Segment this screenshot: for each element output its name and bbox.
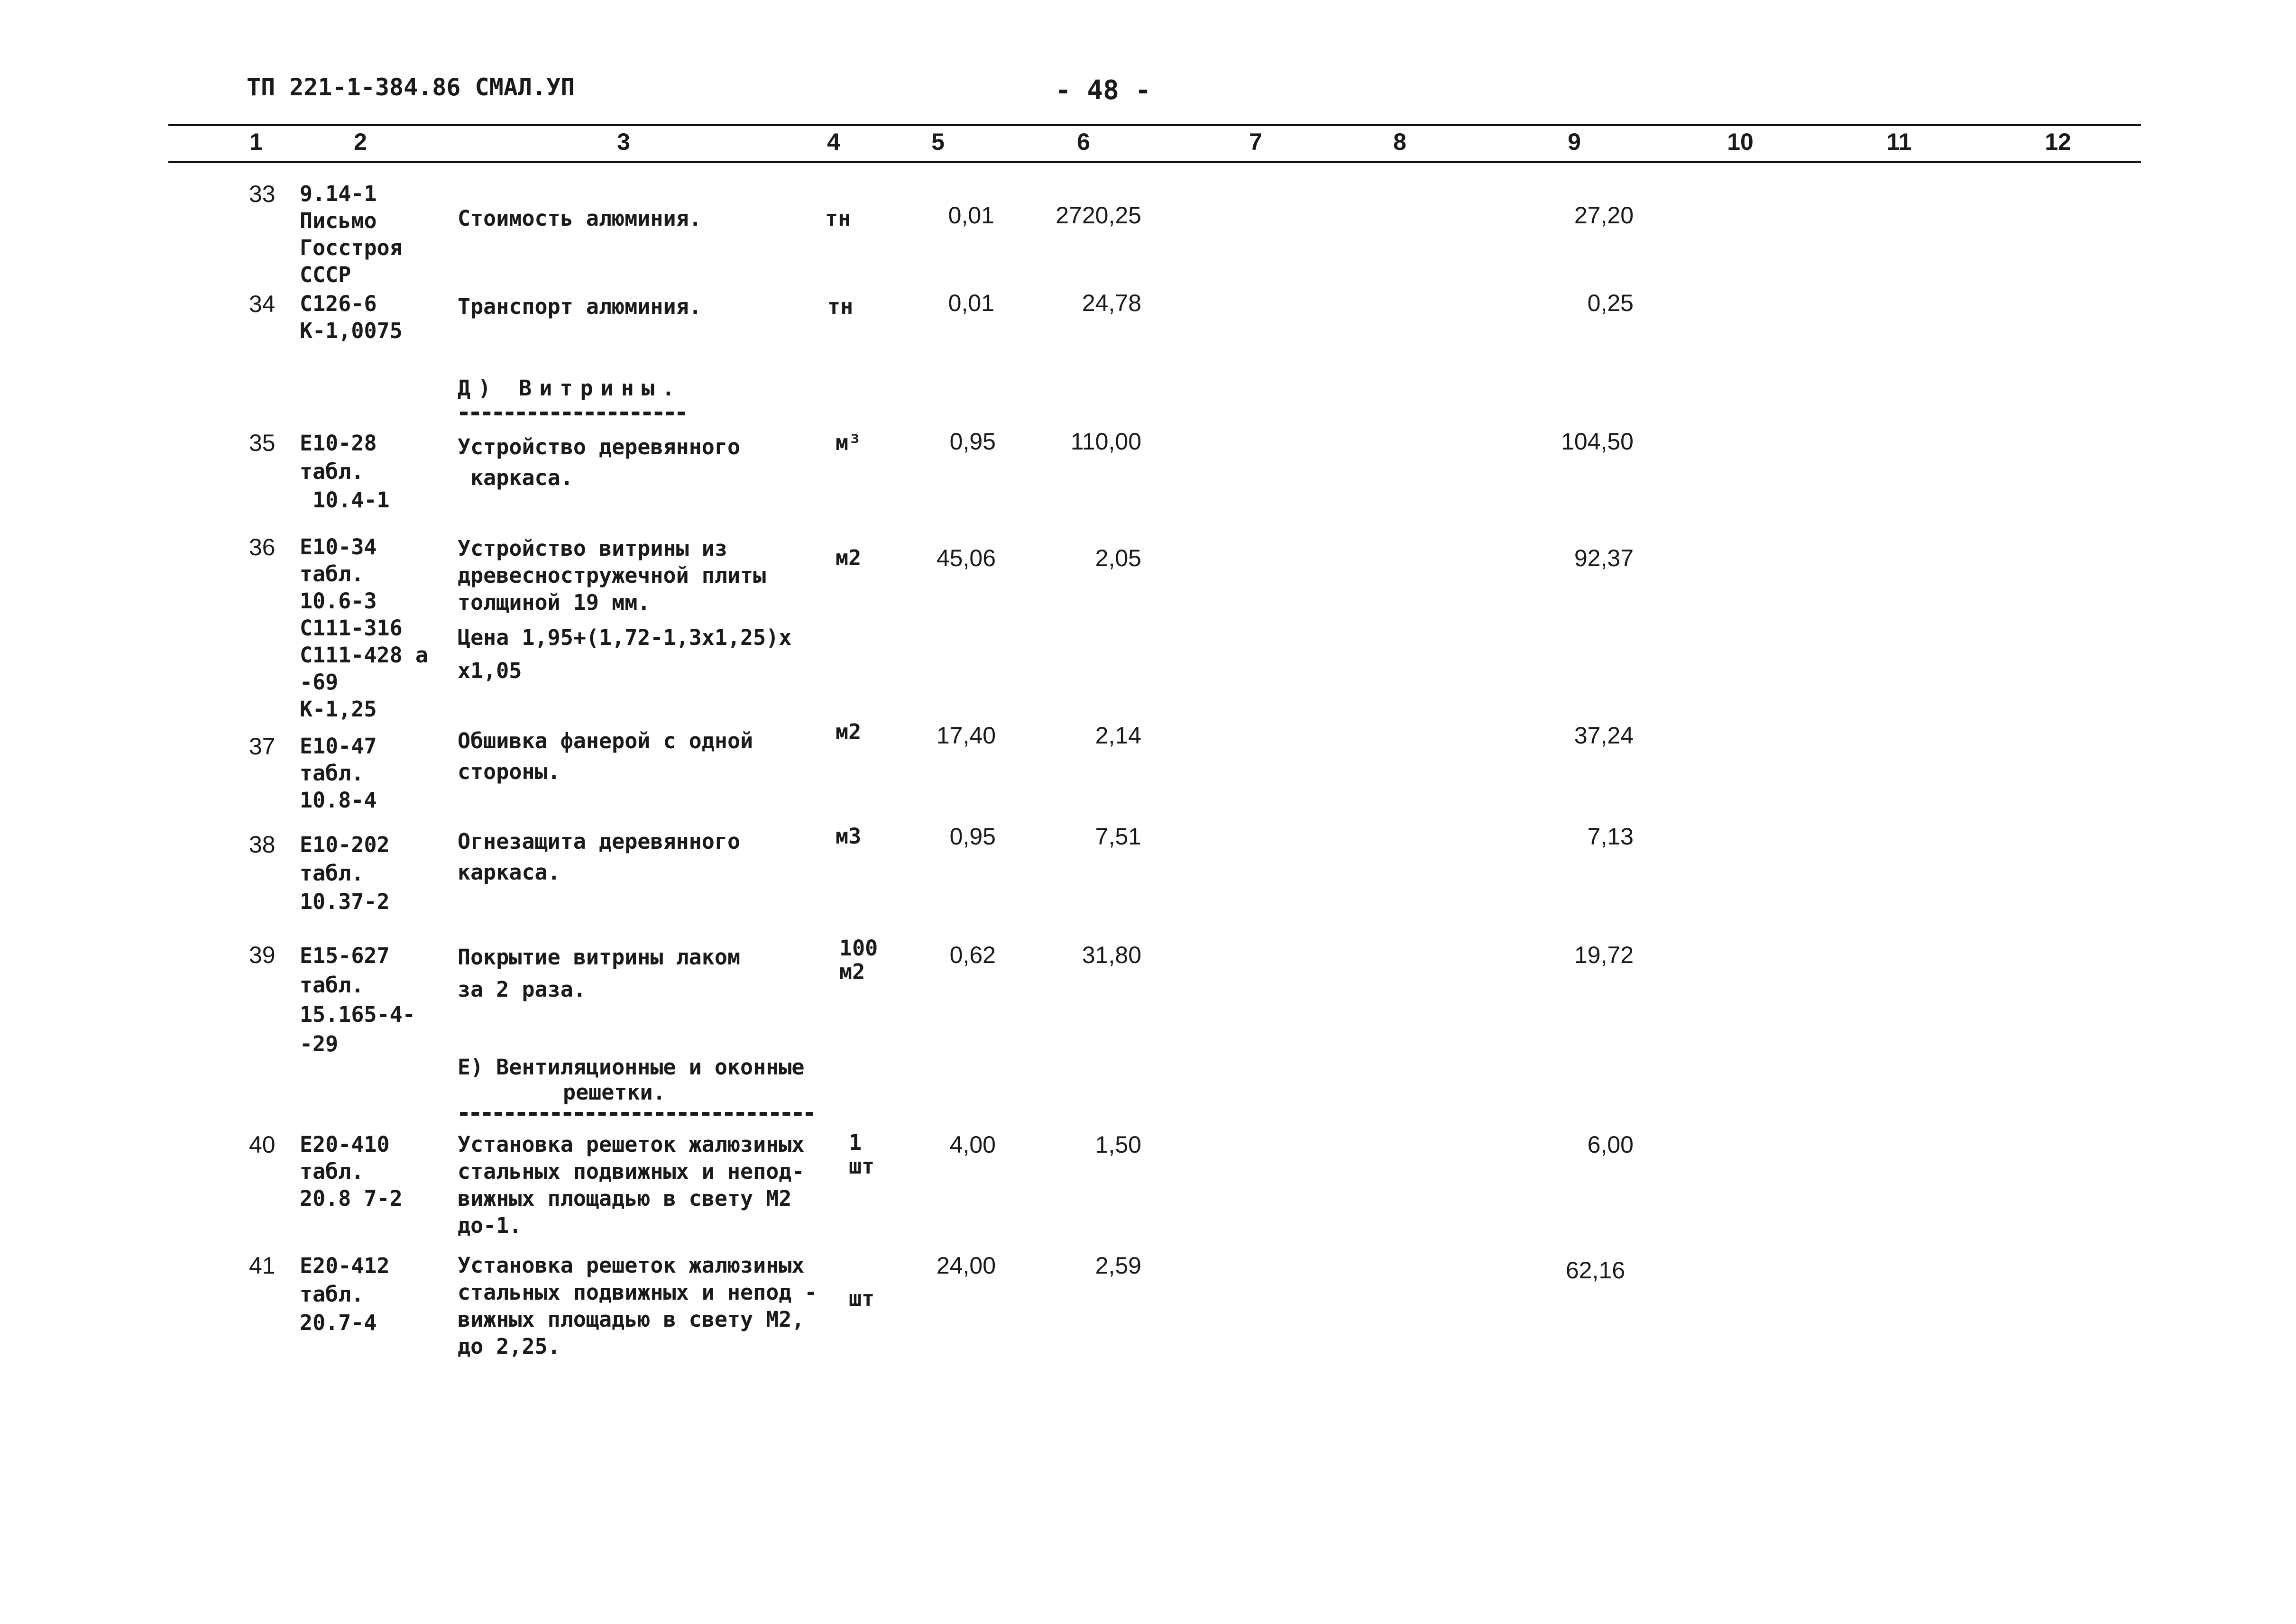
quantity: 0,01 xyxy=(948,202,994,229)
section-heading-e: Е) Вентиляционные и оконные xyxy=(458,1055,805,1080)
quantity: 4,00 xyxy=(949,1131,996,1158)
total-cost: 19,72 xyxy=(1574,942,1634,968)
quantity: 0,62 xyxy=(949,942,996,968)
work-description: Обшивка фанерой с одной стороны. xyxy=(458,728,753,784)
quantity: 17,40 xyxy=(936,722,996,749)
work-description: Транспорт алюминия. xyxy=(458,294,702,319)
quantity: 0,01 xyxy=(948,290,994,316)
row-number: 35 xyxy=(249,430,276,456)
row-number: 41 xyxy=(249,1252,276,1279)
unit: 100 м2 xyxy=(839,936,878,984)
unit: м3 xyxy=(836,824,862,849)
column-number-3: 3 xyxy=(617,128,630,155)
norm-code: Е10-28 табл. 10.4-1 xyxy=(300,431,390,513)
unit: м2 xyxy=(836,719,862,744)
document-code: ТП 221-1-384.86 СМАЛ.УП xyxy=(247,73,575,101)
total-cost: 62,16 xyxy=(1565,1257,1625,1284)
header-bottom-rule xyxy=(168,161,2141,163)
column-number-6: 6 xyxy=(1077,128,1090,155)
work-description: Установка решеток жалюзиных стальных подвижных и непод- вижных площадью в свету М2 до-1. xyxy=(458,1132,805,1238)
row-number: 38 xyxy=(249,831,276,858)
unit-price: 2,14 xyxy=(1095,722,1141,749)
section-heading-d: Д) Витрины. xyxy=(458,376,683,401)
unit: м2 xyxy=(836,545,862,570)
header-top-rule xyxy=(168,124,2141,126)
row-number: 34 xyxy=(249,291,276,317)
unit-price: 2,05 xyxy=(1095,545,1141,571)
total-cost: 7,13 xyxy=(1587,823,1634,850)
row-number: 33 xyxy=(249,181,276,207)
unit-price: 7,51 xyxy=(1095,823,1141,850)
quantity: 0,95 xyxy=(949,428,996,455)
unit-price: 2720,25 xyxy=(1056,202,1141,229)
quantity: 45,06 xyxy=(936,545,996,571)
unit-price: 24,78 xyxy=(1082,290,1141,316)
unit: 1 шт xyxy=(849,1130,875,1179)
work-description: Покрытие витрины лаком за 2 раза. xyxy=(458,945,741,1002)
norm-code: Е10-47 табл. 10.8-4 xyxy=(300,734,377,813)
section-e-underline xyxy=(460,1112,813,1116)
column-number-8: 8 xyxy=(1393,128,1406,155)
unit-price: 2,59 xyxy=(1095,1252,1141,1279)
norm-code: Е15-627 табл. 15.165-4- -29 xyxy=(300,943,415,1056)
column-number-1: 1 xyxy=(249,128,263,155)
row-number: 39 xyxy=(249,942,276,968)
total-cost: 37,24 xyxy=(1574,722,1634,749)
column-number-2: 2 xyxy=(354,128,367,155)
norm-code: Е10-202 табл. 10.37-2 xyxy=(300,832,390,914)
norm-code: С126-6 К-1,0075 xyxy=(300,291,403,343)
norm-code: Е20-410 табл. 20.8 7-2 xyxy=(300,1132,403,1211)
column-number-10: 10 xyxy=(1727,128,1754,155)
total-cost: 27,20 xyxy=(1574,202,1634,229)
norm-code: 9.14-1 Письмо Госстроя СССР xyxy=(300,181,403,287)
row-number: 37 xyxy=(249,733,276,760)
work-description: Устройство витрины из древесностружечной плиты толщиной 19 мм. xyxy=(458,536,766,615)
column-number-11: 11 xyxy=(1886,128,1912,155)
column-number-7: 7 xyxy=(1249,128,1262,155)
row-number: 40 xyxy=(249,1131,276,1158)
unit: шт xyxy=(849,1286,875,1311)
work-description: Установка решеток жалюзиных стальных подвижных и непод - вижных площадью в свету М2, до 2,25. xyxy=(458,1253,817,1359)
total-cost: 6,00 xyxy=(1587,1131,1634,1158)
quantity: 0,95 xyxy=(949,823,996,850)
quantity: 24,00 xyxy=(936,1252,996,1279)
total-cost: 104,50 xyxy=(1561,428,1634,455)
section-heading-e-line2: решетки. xyxy=(563,1080,666,1105)
row-number: 36 xyxy=(249,534,276,560)
column-number-12: 12 xyxy=(2045,128,2071,155)
work-description: Стоимость алюминия. xyxy=(458,206,702,231)
total-cost: 92,37 xyxy=(1574,545,1634,571)
page-number: - 48 - xyxy=(1055,75,1151,106)
section-d-underline xyxy=(460,412,685,415)
column-number-5: 5 xyxy=(931,128,945,155)
price-note: Цена 1,95+(1,72-1,3х1,25)х х1,05 xyxy=(458,625,792,683)
unit: тн xyxy=(827,294,854,319)
unit: тн xyxy=(825,206,851,231)
work-description: Огнезащита деревянного каркаса. xyxy=(458,829,741,885)
norm-code: Е10-34 табл. 10.6-3 С111-316 С111-428 а -69 К-1,25 xyxy=(300,534,428,722)
norm-code: Е20-412 табл. 20.7-4 xyxy=(300,1253,390,1335)
unit-price: 1,50 xyxy=(1095,1131,1141,1158)
unit-price: 110,00 xyxy=(1070,428,1141,455)
column-number-9: 9 xyxy=(1568,128,1581,155)
total-cost: 0,25 xyxy=(1587,290,1634,316)
unit-price: 31,80 xyxy=(1082,942,1141,968)
column-number-4: 4 xyxy=(827,128,840,155)
unit: м³ xyxy=(836,430,862,455)
work-description: Устройство деревянного каркаса. xyxy=(458,434,741,490)
